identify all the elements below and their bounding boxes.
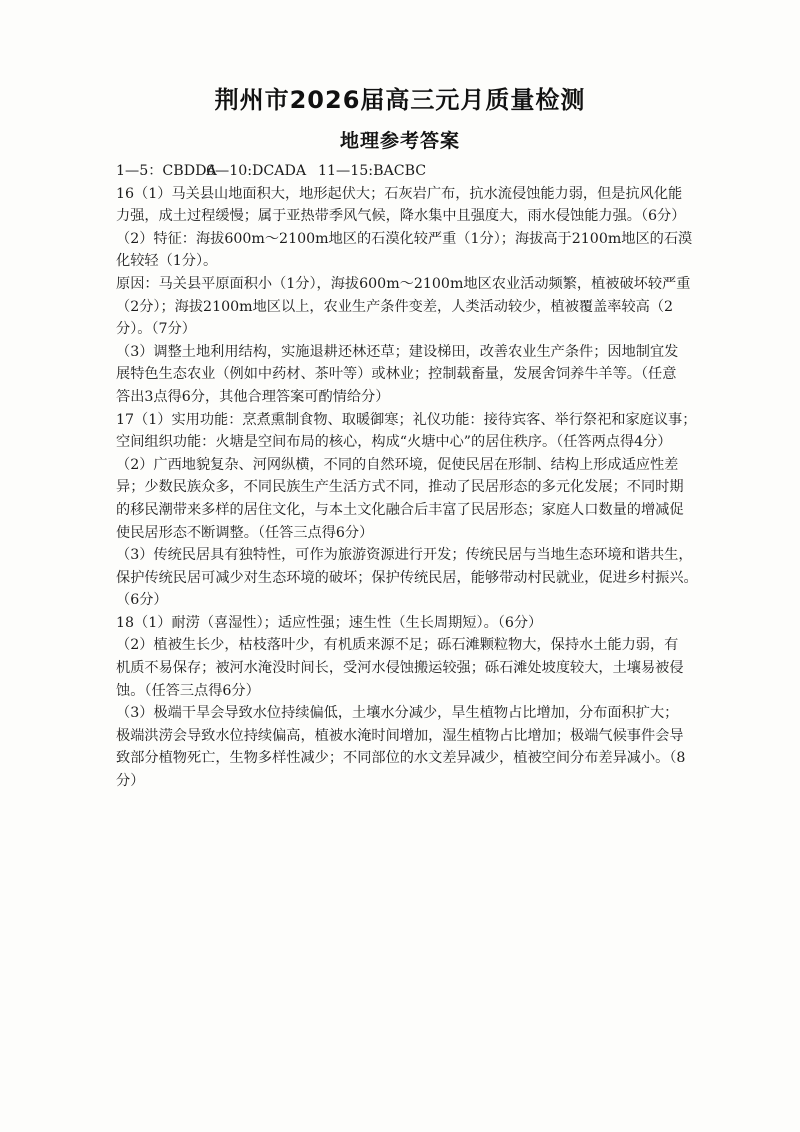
answer-line: 化较轻（1分）。 bbox=[116, 253, 218, 270]
answer-line: 极端洪涝会导致水位持续偏高，植被水淹时间增加，湿生植物占比增加；极端气候事件会导 bbox=[116, 727, 684, 744]
answer-line: 使民居形态不断调整。（任答三点得6分） bbox=[116, 524, 374, 541]
answer-line: 的移民潮带来多样的居住文化，与本土文化融合后丰富了民居形态；家庭人口数量的增减促 bbox=[116, 501, 684, 518]
answer-line: 分） bbox=[116, 773, 145, 790]
answer-line: （2）植被生长少，枯枝落叶少，有机质来源不足；砾石滩颗粒物大，保持水土能力弱，有 bbox=[116, 637, 679, 654]
answer-line: （2）广西地貌复杂、河网纵横，不同的自然环境，促使民居在形制、结构上形成适应性差 bbox=[116, 456, 679, 473]
answer-line: 空间组织功能：火塘是空间布局的核心，构成“火塘中心”的居住秩序。（任答两点得4分） bbox=[116, 434, 672, 451]
answer-line: 17（1）实用功能：烹煮熏制食物、取暖御寒；礼仪功能：接待宾客、举行祭祀和家庭议事； bbox=[116, 411, 697, 428]
answer-line: 答出3点得6分，其他合理答案可酌情给分） bbox=[116, 388, 390, 405]
answer-line: 18（1）耐涝（喜湿性）；适应性强；速生性（生长周期短）。（6分） bbox=[116, 614, 543, 631]
page-title: 荆州市2026届高三元月质量检测 bbox=[214, 86, 586, 114]
answer-line: （3）调整土地利用结构，实施退耕还林还草；建设梯田，改善农业生产条件；因地制宜发 bbox=[116, 343, 679, 360]
answer-line: （6分） bbox=[116, 592, 168, 609]
answer-line: 保护传统民居可减少对生态环境的破坏；保护传统民居，能够带动村民就业，促进乡村振兴。 bbox=[116, 569, 698, 586]
answer-line: （2分）；海拔2100m地区以上，农业生产条件变差，人类活动较少，植被覆盖率较高（2 bbox=[116, 298, 674, 315]
mc-answers-6-10: 6—10:DCADA bbox=[206, 163, 307, 179]
page-subtitle: 地理参考答案 bbox=[339, 130, 460, 152]
answer-line: 分）。（7分） bbox=[116, 321, 196, 338]
answer-line: 力强，成土过程缓慢；属于亚热带季风气候，降水集中且强度大，雨水侵蚀能力强。（6分） bbox=[116, 208, 686, 225]
answer-line: 异；少数民族众多，不同民族生产生活方式不同，推动了民居形态的多元化发展；不同时期 bbox=[116, 479, 684, 496]
answer-line: （2）特征：海拔600m～2100m地区的石漠化较严重（1分）；海拔高于2100m地区的石漠 bbox=[116, 230, 693, 247]
mc-answers-1-5: 1—5：CBDDA bbox=[116, 163, 217, 179]
answer-line: 蚀。（任答三点得6分） bbox=[116, 682, 260, 699]
mc-answers-11-15: 11—15:BACBC bbox=[318, 163, 427, 179]
answer-line: 原因：马关县平原面积小（1分），海拔600m～2100m地区农业活动频繁，植被破坏较严重 bbox=[116, 275, 691, 292]
answer-line: 致部分植物死亡，生物多样性减少；不同部位的水文差异减少，植被空间分布差异减小。（8 bbox=[116, 750, 686, 767]
answer-line: 机质不易保存；被河水淹没时间长，受河水侵蚀搬运较强；砾石滩处坡度较大，土壤易被侵 bbox=[116, 660, 684, 677]
multiple-choice-answers bbox=[116, 160, 750, 183]
answer-body bbox=[116, 160, 750, 793]
answer-line: 16（1）马关县山地面积大，地形起伏大；石灰岩广布，抗水流侵蚀能力弱，但是抗风化能 bbox=[116, 185, 683, 202]
answer-line: （3）传统民居具有独特性，可作为旅游资源进行开发；传统民居与当地生态环境和谐共生， bbox=[116, 547, 693, 564]
answer-line: 展特色生态农业（例如中药材、茶叶等）或林业；控制载畜量，发展舍饲养牛羊等。（任意 bbox=[116, 366, 677, 383]
answer-line: （3）极端干旱会导致水位持续偏低，土壤水分减少，旱生植物占比增加，分布面积扩大； bbox=[116, 705, 679, 722]
